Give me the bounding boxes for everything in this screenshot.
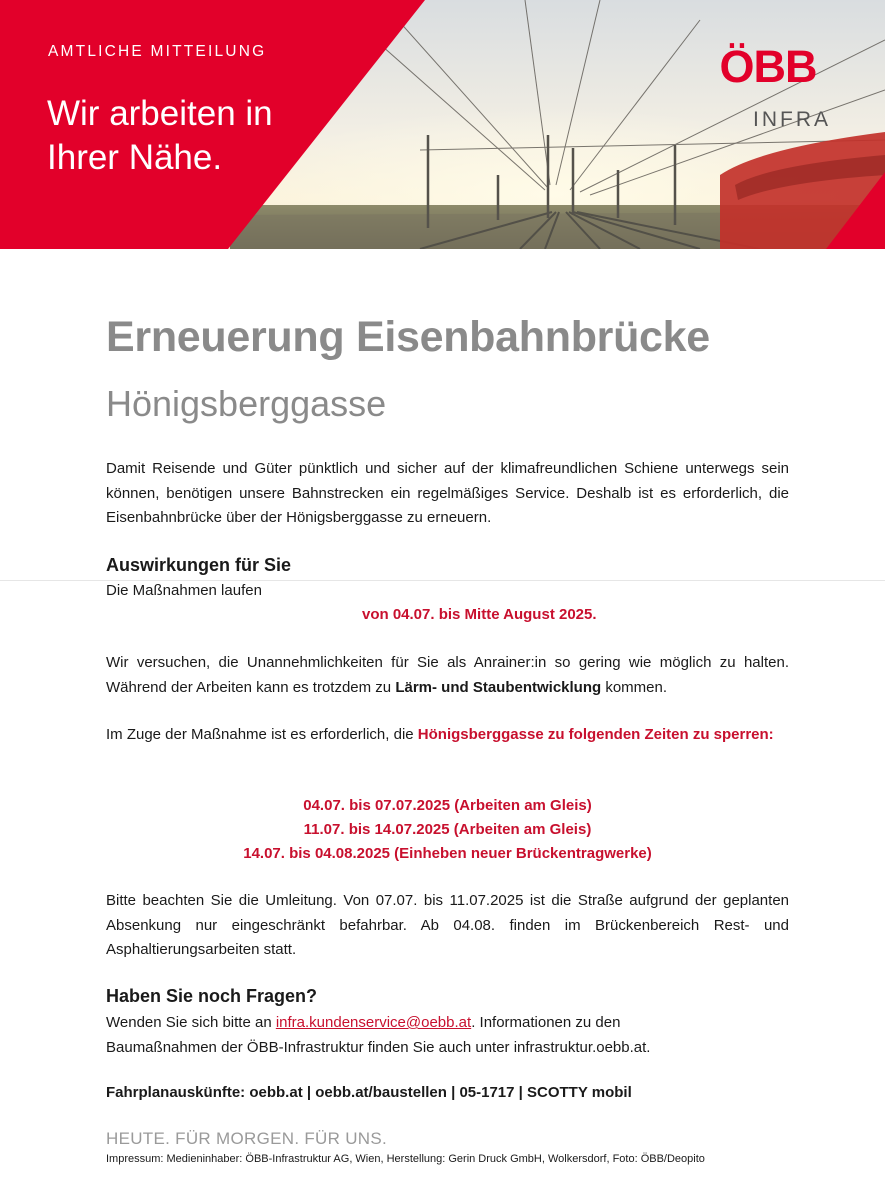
email-link[interactable]: infra.kundenservice@oebb.at	[275, 1014, 472, 1031]
questions-heading: Haben Sie noch Fragen?	[106, 986, 318, 1006]
page-subtitle: Hönigsberggasse	[106, 383, 387, 424]
disturbance-text: Wir versuchen, die Unannehmlichkeiten für Sie als Anrainer:in so gering wie möglich zu halten. Während der Arbeiten kann es trotzdem zu	[106, 654, 789, 696]
closure-date-3: 14.07. bis 04.08.2025 (Einheben neuer Brückentragwerke)	[243, 845, 652, 862]
questions-text-post: . Informationen zu den Baumaßnahmen der ÖBB-Infrastruktur finden Sie auch unter infrastruktur.oebb.at.	[106, 1014, 651, 1056]
disturbance-paragraph	[106, 651, 789, 700]
detour-paragraph: Bitte beachten Sie die Umleitung. Von 07.07. bis 11.07.2025 ist die Straße aufgrund der geplanten Absenkung nur eingeschränkt befahrbar. Ab 04.08. finden im Brückenbereich Rest- und Asphaltierungsarbeiten statt.	[106, 892, 789, 958]
questions-text-pre: Wenden Sie sich bitte an	[106, 1014, 276, 1031]
headline	[47, 92, 377, 180]
closure-paragraph	[106, 723, 789, 748]
imprint: Impressum: Medieninhaber: ÖBB-Infrastruktur AG, Wien, Herstellung: Gerin Druck GmbH, Wolkersdorf, Foto: ÖBB/Deopito	[106, 1153, 705, 1165]
impact-period	[106, 603, 789, 628]
page-title: Erneuerung Eisenbahnbrücke	[106, 313, 710, 361]
closure-text: Im Zuge der Maßnahme ist es erforderlich, die	[106, 726, 418, 743]
closure-red-text: Hönigsberggasse zu folgenden Zeiten zu sperren:	[417, 726, 774, 743]
timetable-info: Fahrplanauskünfte: oebb.at | oebb.at/baustellen | 05-1717 | SCOTTY mobil	[106, 1084, 632, 1101]
slogan: HEUTE. FÜR MORGEN. FÜR UNS.	[106, 1129, 388, 1148]
closure-date-1: 04.07. bis 07.07.2025 (Arbeiten am Gleis)	[303, 797, 592, 814]
intro-paragraph: Damit Reisende und Güter pünktlich und sicher auf der klimafreundlichen Schiene unterwegs sein können, benötigen unsere Bahnstrecken ein regelmäßiges Service. Deshalb ist es erforderlich, die Eisenbahnbrücke über der Hönigsberggasse zu erneuern.	[106, 460, 789, 526]
impact-lead: Die Maßnahmen laufen	[106, 582, 262, 599]
disturbance-end: kommen.	[601, 678, 668, 696]
disturbance-bold: Lärm- und Staubentwicklung	[395, 678, 602, 696]
oebb-infra-logo	[698, 42, 843, 137]
logo-subtitle: INFRA	[753, 108, 831, 131]
headline-line-1: Wir arbeiten in	[47, 94, 273, 133]
logo-wordmark: ÖBB	[719, 41, 817, 92]
header-banner	[0, 0, 885, 249]
period-text: von 04.07. bis Mitte August 2025.	[362, 606, 597, 623]
kicker-label: AMTLICHE MITTEILUNG	[48, 43, 267, 60]
headline-line-2: Ihrer Nähe.	[47, 138, 223, 177]
closure-date-2: 11.07. bis 14.07.2025 (Arbeiten am Gleis)	[303, 821, 592, 838]
questions-paragraph	[106, 1011, 716, 1060]
impact-heading: Auswirkungen für Sie	[106, 555, 292, 575]
